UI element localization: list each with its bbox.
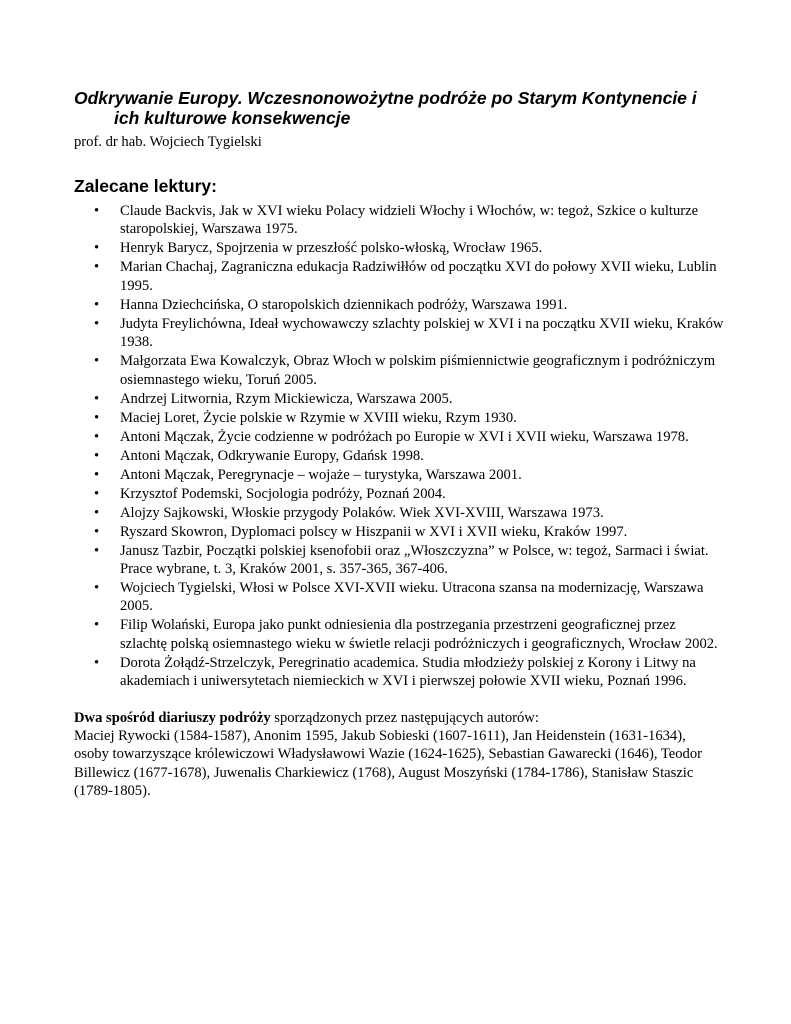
reading-text: Maciej Loret, Życie polskie w Rzymie w XVIII wieku, Rzym 1930.: [120, 409, 517, 426]
document-page: [74, 88, 724, 801]
bullet-icon: •: [94, 485, 100, 502]
reading-list: [74, 202, 724, 691]
list-item: [74, 428, 724, 446]
bullet-icon: •: [94, 466, 100, 483]
list-item: [74, 315, 724, 352]
diaries-intro-rest: sporządzonych przez następujących autorów:: [270, 709, 539, 726]
reading-text: Krzysztof Podemski, Socjologia podróży, Poznań 2004.: [120, 485, 446, 502]
list-item: [74, 654, 724, 691]
bullet-icon: •: [94, 409, 100, 426]
list-item: [74, 202, 724, 239]
bullet-icon: •: [94, 447, 100, 464]
reading-text: Janusz Tazbir, Początki polskiej ksenofobii oraz „Włoszczyzna” w Polsce, w: tegoż, Sarmaci i świat. Prace wybrane, t. 3, Kraków 2001, s. 357-365, 367-406.: [120, 542, 709, 578]
diaries-authors: Maciej Rywocki (1584-1587), Anonim 1595, Jakub Sobieski (1607-1611), Jan Heidenstein (1631-1634), osoby towarzyszące królewiczowi Władysławowi Wazie (1624-1625), Sebastian Gawarecki (1646), Teodor Billewicz (1677-1678), Juwenalis Charkiewicz (1768), August Moszyński (1784-1786), Stanisław Staszic (1789-1805).: [74, 728, 702, 800]
bullet-icon: •: [94, 523, 100, 540]
bullet-icon: •: [94, 296, 100, 313]
reading-text: Filip Wolański, Europa jako punkt odniesienia dla postrzegania przestrzeni geograficznej przez szlachtę polską osiemnastego wieku w świetle relacji podróżniczych i geograficznych, Wrocław 2002.: [120, 617, 718, 652]
reading-text: Ryszard Skowron, Dyplomaci polscy w Hiszpanii w XVI i XVII wieku, Kraków 1997.: [120, 523, 628, 540]
list-item: [74, 466, 724, 484]
diaries-section: [74, 709, 724, 801]
readings-heading: Zalecane lektury:: [74, 176, 217, 196]
reading-text: Judyta Freylichówna, Ideał wychowawczy szlachty polskiej w XVI i na początku XVII wieku, Kraków 1938.: [120, 315, 724, 351]
list-item: [74, 447, 724, 465]
reading-text: Dorota Żołądź-Strzelczyk, Peregrinatio academica. Studia młodzieży polskiej z Korony i Litwy na akademiach i uniwersytetach niemieckich w XVI i pierwszej połowie XVII wieku, Poznań 1996.: [120, 654, 696, 690]
reading-text: Andrzej Litwornia, Rzym Mickiewicza, Warszawa 2005.: [120, 390, 453, 407]
list-item: [74, 523, 724, 541]
bullet-icon: •: [94, 542, 100, 559]
list-item: [74, 409, 724, 427]
bullet-icon: •: [94, 617, 100, 634]
list-item: [74, 616, 724, 653]
list-item: [74, 352, 724, 389]
bullet-icon: •: [94, 259, 100, 276]
diaries-intro: [74, 709, 724, 727]
course-title: Odkrywanie Europy. Wczesnonowożytne podróże po Starym Kontynencie i ich kulturowe konsekwencje: [74, 88, 697, 128]
reading-text: Wojciech Tygielski, Włosi w Polsce XVI-XVII wieku. Utracona szansa na modernizację, Warszawa 2005.: [120, 580, 704, 615]
list-item: [74, 296, 724, 314]
bullet-icon: •: [94, 353, 100, 370]
bullet-icon: •: [94, 428, 100, 445]
reading-text: Małgorzata Ewa Kowalczyk, Obraz Włoch w polskim piśmiennictwie geograficznym i podróżniczym osiemnastego wieku, Toruń 2005.: [120, 353, 716, 388]
list-item: [74, 390, 724, 408]
diaries-lead: Dwa spośród diariuszy podróży: [74, 709, 271, 726]
bullet-icon: •: [94, 654, 100, 671]
list-item: [74, 542, 724, 579]
reading-text: Claude Backvis, Jak w XVI wieku Polacy widzieli Włochy i Włochów, w: tegoż, Szkice o kulturze staropolskiej, Warszawa 1975.: [120, 203, 699, 238]
reading-text: Alojzy Sajkowski, Włoskie przygody Polaków. Wiek XVI-XVIII, Warszawa 1973.: [120, 504, 604, 521]
bullet-icon: •: [94, 315, 100, 332]
list-item: [74, 258, 724, 295]
bullet-icon: •: [94, 240, 100, 257]
list-item: [74, 485, 724, 503]
reading-text: Henryk Barycz, Spojrzenia w przeszłość polsko-włoską, Wrocław 1965.: [120, 240, 543, 257]
bullet-icon: •: [94, 504, 100, 521]
reading-text: Hanna Dziechcińska, O staropolskich dziennikach podróży, Warszawa 1991.: [120, 296, 568, 313]
reading-text: Antoni Mączak, Odkrywanie Europy, Gdańsk 1998.: [120, 447, 424, 464]
list-item: [74, 579, 724, 616]
lecturer-name: prof. dr hab. Wojciech Tygielski: [74, 134, 262, 150]
reading-text: Antoni Mączak, Życie codzienne w podróżach po Europie w XVI i XVII wieku, Warszawa 1978.: [120, 428, 689, 445]
reading-text: Antoni Mączak, Peregrynacje – wojaże – turystyka, Warszawa 2001.: [120, 466, 522, 483]
bullet-icon: •: [94, 390, 100, 407]
reading-text: Marian Chachaj, Zagraniczna edukacja Radziwiłłów od początku XVI do połowy XVII wieku, Lublin 1995.: [120, 259, 717, 294]
list-item: [74, 239, 724, 257]
bullet-icon: •: [94, 203, 100, 219]
bullet-icon: •: [94, 580, 100, 597]
list-item: [74, 504, 724, 522]
